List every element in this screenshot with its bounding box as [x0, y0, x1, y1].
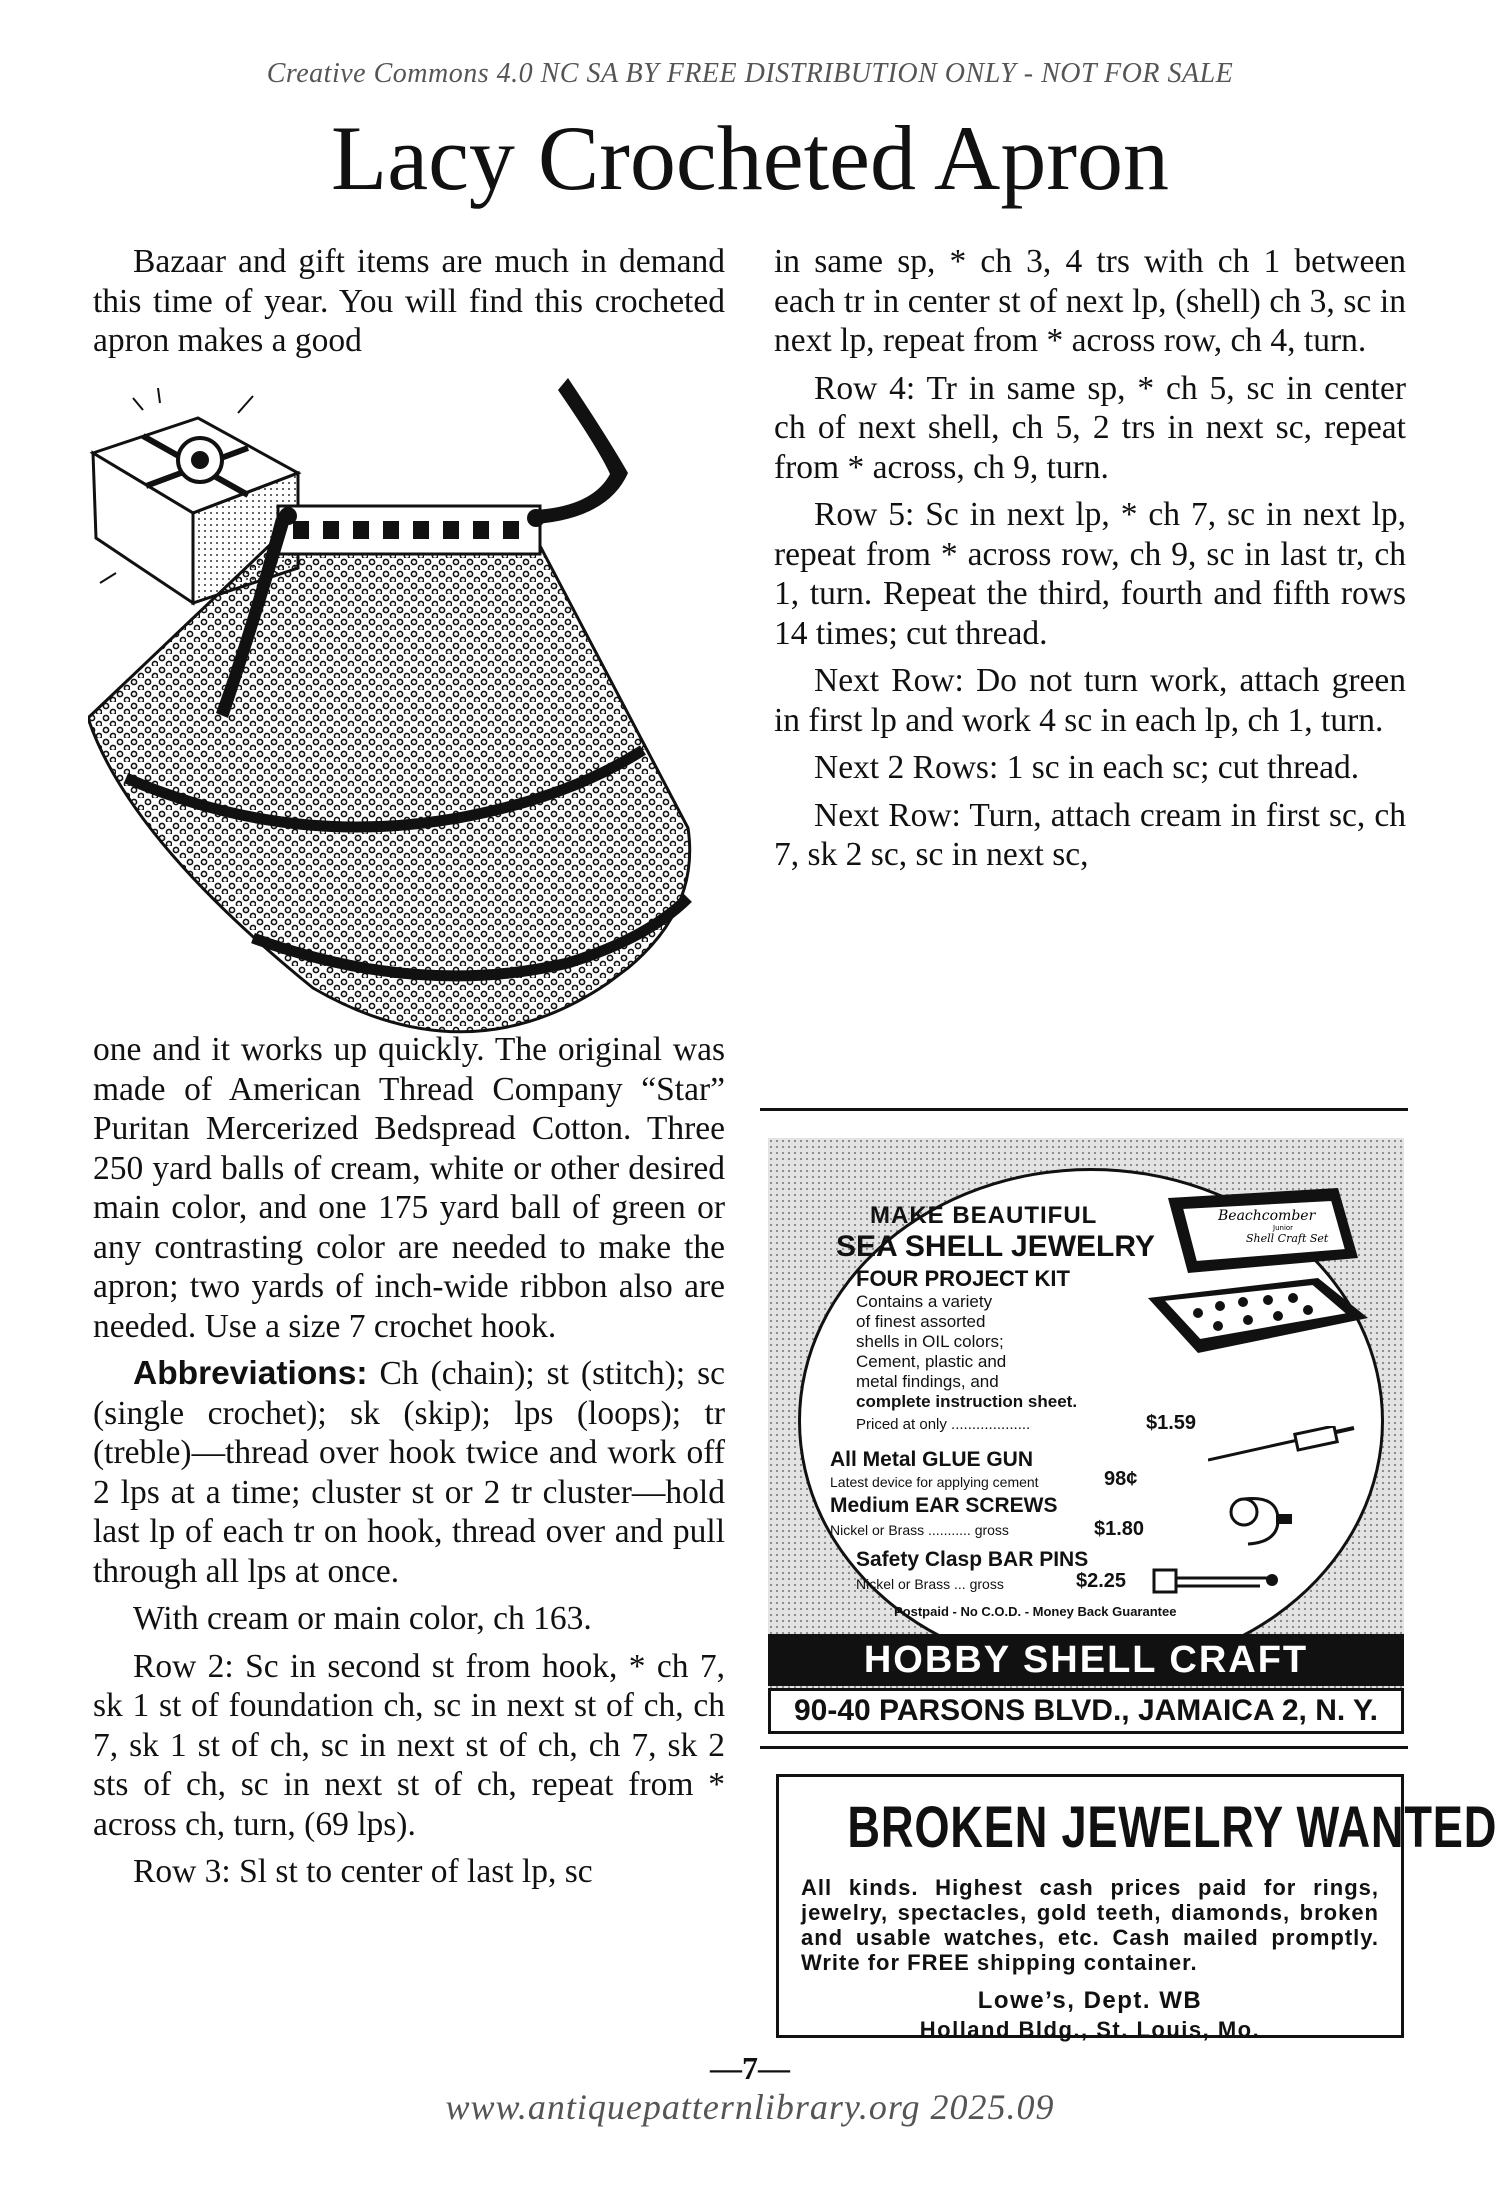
paragraph-row-3-cont: in same sp, * ch 3, 4 trs with ch 1 between each tr in center st of next lp, (shell) ch 3, sc in next lp, repeat from * across row, ch 4, turn.	[774, 243, 1406, 359]
footer-url: www.antiquepatternlibrary.org 2025.09	[445, 2087, 1055, 2127]
paragraph-foundation: With cream or main color, ch 163.	[133, 1600, 592, 1637]
page-number: —7—	[710, 2050, 790, 2086]
ad-hobby-shell-craft	[768, 1138, 1404, 1730]
ad-bar-desc: Nickel or Brass ... gross	[856, 1576, 1004, 1592]
ad-desc-6: complete instruction sheet.	[856, 1392, 1078, 1411]
ad-glue-title: All Metal GLUE GUN	[830, 1448, 1034, 1471]
intro-paragraph: Bazaar and gift items are much in demand this time of year. You will find this crocheted apron makes a good	[93, 243, 725, 359]
ribbon-right	[536, 378, 628, 524]
ad-desc-4: Cement, plastic and	[856, 1352, 1007, 1371]
ad-jewelry-body: All kinds. Highest cash prices paid for rings, jewelry, spectacles, gold teeth, diamonds, broken and usable watches, etc. Cash mailed promptly. Write for FREE shipping container.	[801, 1875, 1379, 1975]
ad-price-glue: 98¢	[1104, 1468, 1138, 1490]
ad-jewelry-headline: BROKEN JEWELRY WANTED	[847, 1795, 1498, 1860]
ad-priced-label: Priced at only ...................	[856, 1416, 1031, 1433]
ad-jewelry-address: Holland Bldg., St. Louis, Mo.	[919, 2017, 1261, 2042]
paragraph-next-row-cream: Next Row: Turn, attach cream in first sc, ch 7, sk 2 sc, sc in next sc,	[774, 796, 1406, 873]
license-banner: Creative Commons 4.0 NC SA BY FREE DISTRIBUTION ONLY - NOT FOR SALE	[266, 58, 1234, 89]
glue-gun-drawing	[1208, 1426, 1358, 1466]
ad-jewelry-company: Lowe’s, Dept. WB	[977, 1987, 1203, 2014]
left-column-intro	[93, 242, 725, 369]
shell-kit-box-drawing	[1148, 1178, 1368, 1378]
paragraph-abbreviations	[93, 1354, 725, 1591]
kit-box-label-1: Beachcomber	[1218, 1208, 1316, 1224]
kit-box-label-3: Shell Craft Set	[1246, 1232, 1329, 1245]
paragraph-row-2: Row 2: Sc in second st from hook, * ch 7, sk 1 st of foundation ch, sc in next st of ch, ch 7, sk 1 st of ch, sc in next st of ch, ch 7, sk 2 sts of ch, sc in next st of ch, repeat from * across ch, turn, (69 lps).	[93, 1647, 725, 1843]
paragraph-row-4: Row 4: Tr in same sp, * ch 5, sc in center ch of next shell, ch 5, 2 trs in next sc, repeat from * across, ch 9, turn.	[774, 369, 1406, 486]
ad-price-bar: $2.25	[1076, 1570, 1127, 1592]
ad-broken-jewelry	[776, 1774, 1498, 2042]
ad-desc-1: Contains a variety	[856, 1292, 993, 1311]
ad-glue-desc: Latest device for applying cement	[830, 1474, 1039, 1490]
divider-top	[760, 1108, 1408, 1111]
ad-ear-title: Medium EAR SCREWS	[830, 1494, 1058, 1517]
ad-line-make: MAKE BEAUTIFUL	[870, 1202, 1098, 1229]
ad-desc-3: shells in OIL colors;	[856, 1332, 1004, 1351]
ad-line-kit: FOUR PROJECT KIT	[856, 1266, 1070, 1291]
bar-pin-drawing	[1150, 1564, 1280, 1598]
paragraph-row-3-start: Row 3: Sl st to center of last lp, sc	[133, 1853, 593, 1890]
paragraph-next-2-rows: Next 2 Rows: 1 sc in each sc; cut thread.	[814, 749, 1360, 786]
paragraph-materials: one and it works up quickly. The original was made of American Thread Company “Star” Puritan Mercerized Bedspread Cotton. Three 250 yard balls of cream, white or other desired main color, and one 175 yard ball of green or any contrasting color are needed to make the apron; two yards of inch-wide ribbon also are needed. Use a size 7 crochet hook.	[93, 1031, 725, 1345]
ad-band-hobby-shell-craft: HOBBY SHELL CRAFT	[768, 1634, 1404, 1686]
kit-box-label-2: Junior	[1273, 1224, 1294, 1232]
ad-ear-desc: Nickel or Brass ........... gross	[830, 1522, 1009, 1538]
ad-address: 90-40 PARSONS BLVD., JAMAICA 2, N. Y.	[768, 1688, 1404, 1734]
left-column-body	[93, 1030, 725, 1900]
ad-desc-2: of finest assorted	[856, 1312, 986, 1331]
right-column	[774, 242, 1406, 883]
paragraph-row-5: Row 5: Sc in next lp, * ch 7, sc in next lp, repeat from * across row, ch 9, sc in last tr, ch 1, turn. Repeat the third, fourth and fifth rows 14 times; cut thread.	[774, 496, 1406, 652]
ad-line-sea-shell: SEA SHELL JEWELRY	[836, 1230, 1155, 1263]
ear-screw-drawing	[1228, 1490, 1298, 1550]
page-title: Lacy Crocheted Apron	[331, 107, 1169, 209]
ad-desc-5: metal findings, and	[856, 1372, 999, 1391]
abbreviations-label: Abbreviations:	[133, 1355, 368, 1392]
apron-waistband	[278, 506, 540, 554]
ad-bar-title: Safety Clasp BAR PINS	[856, 1548, 1089, 1571]
apron-illustration	[88, 378, 736, 1038]
divider-middle	[760, 1746, 1408, 1749]
ad-postpaid: Postpaid - No C.O.D. - Money Back Guarantee	[894, 1604, 1177, 1619]
ad-price-kit: $1.59	[1146, 1412, 1197, 1434]
abbreviations-text: Ch (chain); st (stitch); sc (single crochet); sk (skip); lps (loops); tr (treble)—thread over hook twice and work off 2 lps at a time; cluster st or 2 tr cluster—hold last lp of each tr on hook, thread over and pull through all lps at once.	[93, 1355, 725, 1590]
paragraph-next-row-green: Next Row: Do not turn work, attach green in first lp and work 4 sc in each lp, ch 1, turn.	[774, 662, 1406, 739]
ad-price-ear: $1.80	[1094, 1518, 1145, 1540]
